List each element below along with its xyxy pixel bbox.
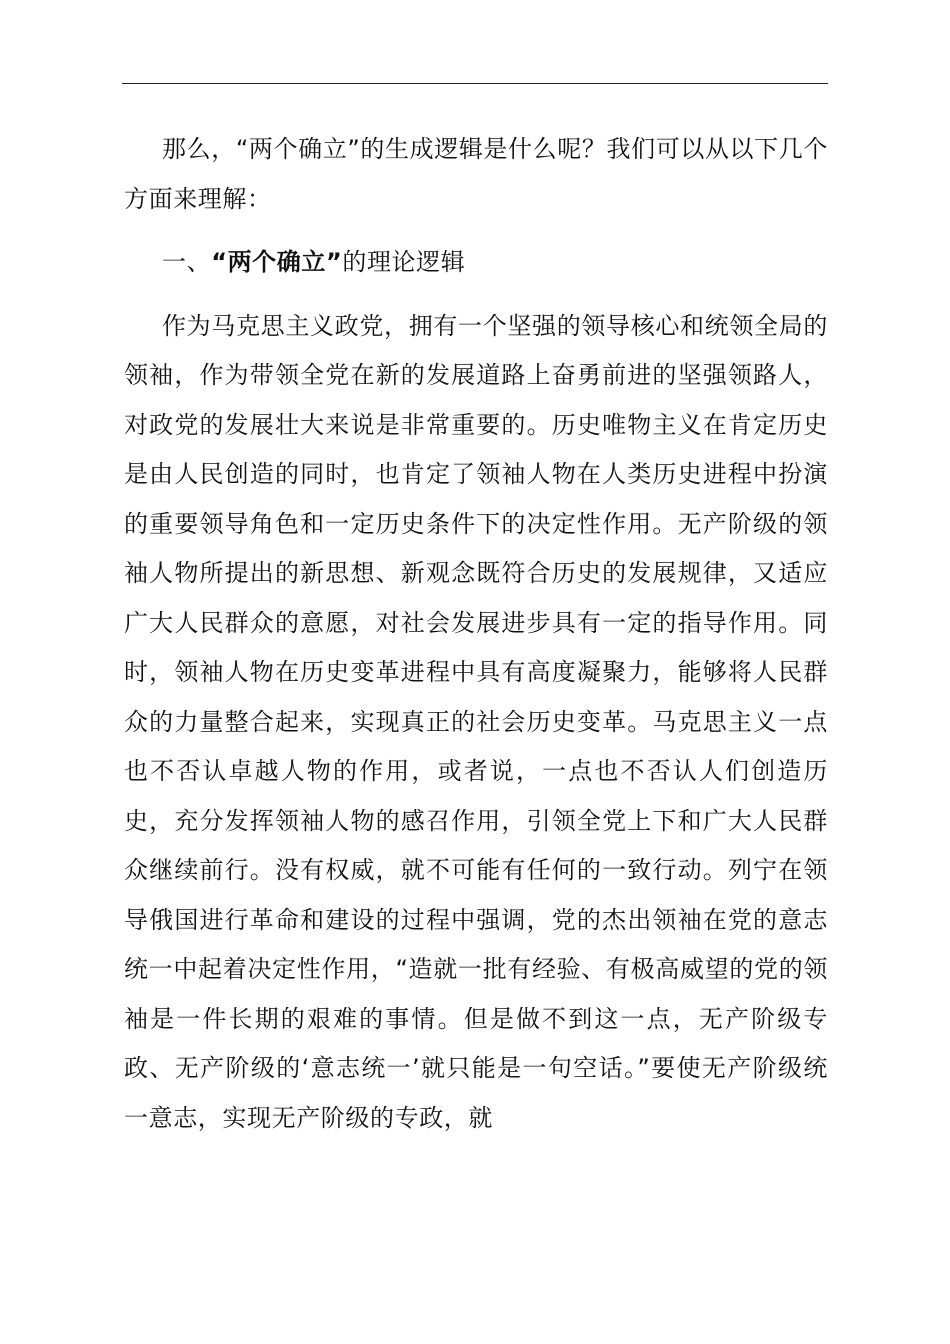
header-rule xyxy=(122,83,828,84)
section-heading xyxy=(124,238,828,288)
section-heading-number: 一、 xyxy=(162,248,212,276)
intro-paragraph: 那么，“两个确立”的生成逻辑是什么呢？我们可以从以下几个方面来理解： xyxy=(124,135,828,213)
document-body xyxy=(124,125,828,1143)
body-paragraph: 作为马克思主义政党，拥有一个坚强的领导核心和统领全局的领袖，作为带领全党在新的发展道路上奋勇前进的坚强领路人，对政党的发展壮大来说是非常重要的。历史唯物主义在肯定历史是由人民创造的同时，也肯定了领袖人物在人类历史进程中扮演的重要领导角色和一定历史条件下的决定性作用。无产阶级的领袖人物所提出的新思想、新观念既符合历史的发展规律，又适应广大人民群众的意愿，对社会发展进步具有一定的指导作用。同时，领袖人物在历史变革进程中具有高度凝聚力，能够将人民群众的力量整合起来，实现真正的社会历史变革。马克思主义一点也不否认卓越人物的作用，或者说，一点也不否认人们创造历史，充分发挥领袖人物的感召作用，引领全党上下和广大人民群众继续前行。没有权威，就不可能有任何的一致行动。列宁在领导俄国进行革命和建设的过程中强调，党的杰出领袖在党的意志统一中起着决定性作用，“造就一批有经验、有极高威望的党的领袖是一件长期的艰难的事情。但是做不到这一点，无产阶级专政、无产阶级的‘意志统一’就只能是一句空话。”要使无产阶级统一意志，实现无产阶级的专政，就 xyxy=(124,311,828,1132)
section-heading-suffix: 的理论逻辑 xyxy=(342,248,466,276)
section-heading-quoted: “两个确立” xyxy=(211,248,343,276)
